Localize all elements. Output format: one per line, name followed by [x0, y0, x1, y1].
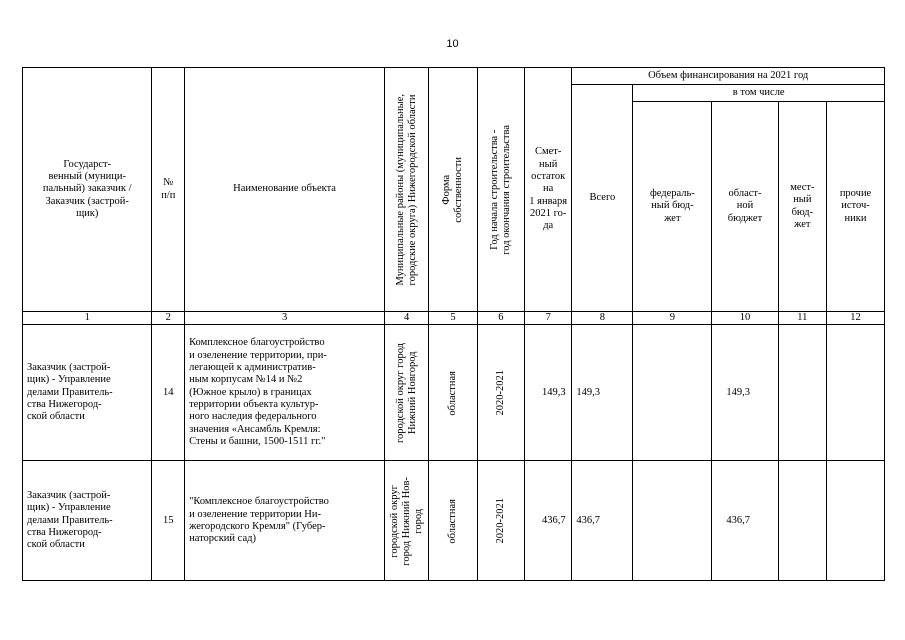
row-object-name: Комплексное благоустройство и озеленение территории, при- легающей к административ- ным корпусам №14 и №2 (Южное крыло) в границах территории объекта культур- ного наследия федерального значения «Ансамбль Кремля: Стены и башни, 1500-1511 гг.": [185, 325, 385, 461]
column-number: 8: [572, 312, 633, 325]
row-ownership-text: областная: [446, 498, 458, 544]
column-number: 12: [827, 312, 885, 325]
header-other: прочие источ- ники: [827, 102, 885, 312]
row-other: [827, 325, 885, 461]
row-number: 14: [152, 325, 185, 461]
header-estimate: Смет- ный остаток на 1 января 2021 го- да: [525, 68, 572, 312]
row-customer: Заказчик (застрой- щик) - Управление делами Правитель- ства Нижегород- ской области: [23, 325, 152, 461]
column-number: 7: [525, 312, 572, 325]
header-total: Всего: [572, 85, 633, 312]
row-other: [827, 461, 885, 581]
page-number: 10: [446, 38, 459, 50]
header-including: в том числе: [633, 85, 885, 102]
row-object-name: "Комплексное благоустройство и озеленение территории Ни- жегородского Кремля" (Губер- наторский сад): [185, 461, 385, 581]
row-ownership: [429, 325, 477, 461]
row-total: 436,7: [572, 461, 633, 581]
column-number: 4: [385, 312, 429, 325]
row-federal: [633, 461, 712, 581]
table-row: [23, 325, 885, 461]
header-districts: [385, 68, 429, 312]
row-federal: [633, 325, 712, 461]
row-ownership-text: областная: [446, 370, 458, 416]
row-estimate: 149,3: [525, 325, 572, 461]
row-years-text: 2020-2021: [494, 498, 506, 544]
row-customer: Заказчик (застрой- щик) - Управление делами Правитель- ства Нижегород- ской области: [23, 461, 152, 581]
header-local: мест- ный бюд- жет: [778, 102, 826, 312]
header-years: [477, 68, 524, 312]
column-number: 5: [429, 312, 477, 325]
header-regional: област- ной бюджет: [712, 102, 778, 312]
row-years: [477, 325, 524, 461]
header-years-text: Год начала строительства - год окончания строительства: [488, 124, 512, 255]
row-regional: 149,3: [712, 325, 778, 461]
row-regional: 436,7: [712, 461, 778, 581]
column-number: 6: [477, 312, 524, 325]
header-ownership-text: Форма собственности: [440, 156, 464, 223]
header-object-name: Наименование объекта: [185, 68, 385, 312]
row-local: [778, 461, 826, 581]
row-ownership: [429, 461, 477, 581]
row-years-text: 2020-2021: [494, 370, 506, 416]
row-district: [385, 325, 429, 461]
column-number-row: [23, 312, 885, 325]
header-financing: Объем финансирования на 2021 год: [572, 68, 885, 85]
column-number: 1: [23, 312, 152, 325]
header-federal: федераль- ный бюд- жет: [633, 102, 712, 312]
column-number: 11: [778, 312, 826, 325]
financing-table: [22, 67, 885, 581]
row-estimate: 436,7: [525, 461, 572, 581]
header-ownership: [429, 68, 477, 312]
header-number: № п/п: [152, 68, 185, 312]
row-local: [778, 325, 826, 461]
row-district: [385, 461, 429, 581]
column-number: 3: [185, 312, 385, 325]
row-number: 15: [152, 461, 185, 581]
column-number: 10: [712, 312, 778, 325]
row-years: [477, 461, 524, 581]
column-number: 9: [633, 312, 712, 325]
row-district-text: городской округ город Нижний Новгород: [394, 342, 418, 443]
header-districts-text: Муниципальные районы (муниципальные, городские округа) Нижегородской области: [394, 93, 418, 286]
header-customer: Государст- венный (муници- пальный) заказчик / Заказчик (застрой- щик): [23, 68, 152, 312]
column-number: 2: [152, 312, 185, 325]
table-row: [23, 461, 885, 581]
row-district-text: городской округ город Нижний Нов- город: [388, 476, 424, 566]
row-total: 149,3: [572, 325, 633, 461]
